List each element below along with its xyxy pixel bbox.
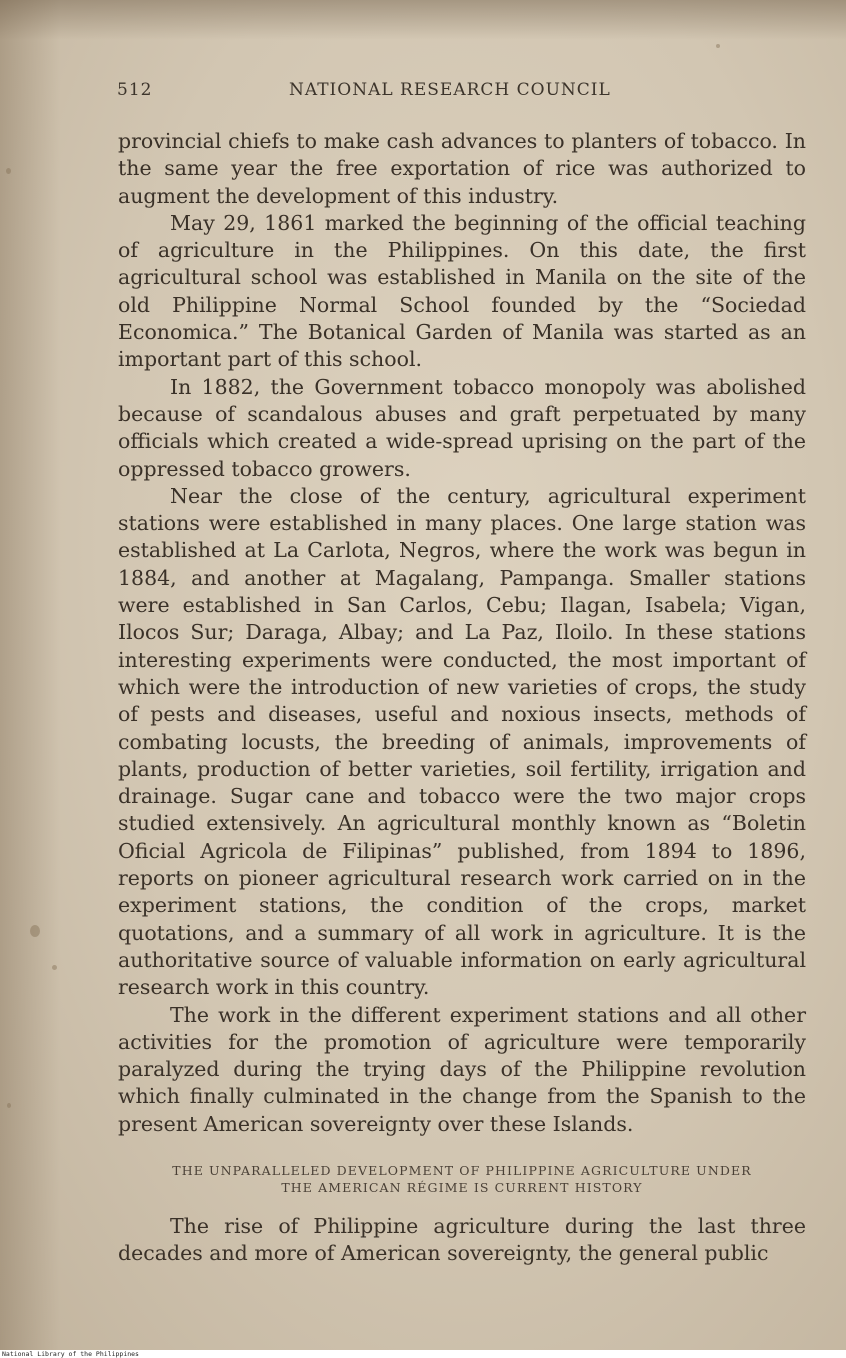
scan-speck — [716, 44, 720, 48]
section-heading-line-2: THE AMERICAN RÉGIME IS CURRENT HISTORY — [281, 1180, 643, 1195]
paragraph-rise-of-agriculture: The rise of Philippine agriculture during the last three decades and more of American sovereignty, the general public — [118, 1214, 806, 1266]
scan-speck — [6, 168, 11, 174]
body-text — [118, 128, 806, 1138]
running-title: NATIONAL RESEARCH COUNCIL — [289, 80, 611, 100]
section-heading-line-1: THE UNPARALLELED DEVELOPMENT OF PHILIPPINE AGRICULTURE UNDER — [172, 1163, 752, 1178]
paragraph-tobacco-monopoly: In 1882, the Government tobacco monopoly was abolished because of scandalous abuses and graft perpetuated by many officials which created a wide-spread uprising on the part of the oppressed tobacco growers. — [118, 374, 806, 481]
scan-speck — [7, 1103, 11, 1108]
scan-speck — [52, 965, 57, 970]
section-heading — [118, 1162, 806, 1196]
paragraph-experiment-stations: Near the close of the century, agricultural experiment stations were established in many places. One large station was established at La Carlota, Negros, where the work was begun in 1884, and another at Magalang, Pampanga. Smaller stations were established in San Carlos, Cebu; Ilagan, Isabela; Vigan, Ilocos Sur; Daraga, Albay; and La Paz, Iloilo. In these stations interesting experiments were conducted, the most important of which were the introduction of new varieties of crops, the study of pests and diseases, useful and noxious insects, methods of combating locusts, the breeding of animals, improvements of plants, production of better varieties, soil fertility, irrigation and drainage. Sugar cane and tobacco were the two major crops studied extensively. An agricultural monthly known as “Boletin Oficial Agricola de Filipinas” published, from 1894 to 1896, reports on pioneer agricultural research work carried on in the experiment stations, the condition of the crops, market quotations, and a summary of all work in agriculture. It is the authoritative source of valuable information on early agricultural research work in this country. — [118, 483, 806, 1000]
paragraph-revolution: The work in the different experiment stations and all other activities for the promotion of agriculture were temporarily paralyzed during the trying days of the Philippine revolution which finally culminated in the change from the Spanish to the present American sovereignty over these Islands. — [118, 1002, 806, 1136]
page-number: 512 — [117, 80, 153, 100]
page-header — [117, 80, 807, 106]
paragraph-continued: provincial chiefs to make cash advances to planters of tobacco. In the same year the free exportation of rice was authorized to augment the development of this industry. — [118, 129, 806, 208]
library-credit: National Library of the Philippines — [2, 1350, 139, 1358]
paragraph-agricultural-school: May 29, 1861 marked the beginning of the official teaching of agriculture in the Philippines. On this date, the first agricultural school was established in Manila on the site of the old Philippine Normal School founded by the “Sociedad Economica.” The Botanical Garden of Manila was started as an important part of this school. — [118, 210, 806, 372]
scan-speck — [30, 925, 40, 937]
body-text-continued — [118, 1213, 806, 1268]
